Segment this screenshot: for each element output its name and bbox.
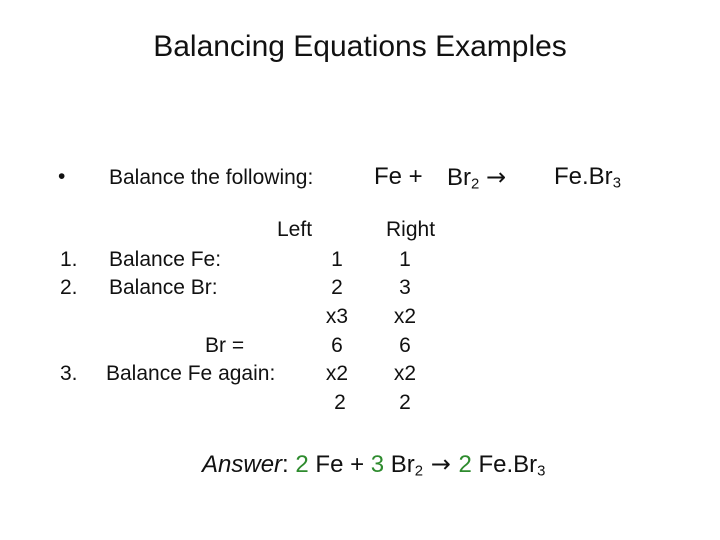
answer-arrow-icon: →	[423, 450, 459, 478]
step-label: Balance Fe again:	[106, 362, 276, 385]
left-column-header: Left	[277, 218, 313, 241]
answer-product: Fe.Br	[471, 451, 538, 478]
left-value: 2	[334, 391, 346, 414]
equation-br-symbol: Br	[447, 164, 471, 191]
bullet: •	[58, 165, 66, 188]
step-label: Balance Fe:	[109, 248, 222, 271]
slide-title: Balancing Equations Examples	[153, 30, 567, 63]
equation-product-symbol: Fe.Br	[554, 163, 613, 190]
step-number: 1.	[60, 248, 78, 271]
coefficient-fe: 2	[295, 451, 309, 478]
right-value: x2	[393, 305, 417, 328]
answer-br-subscript: 2	[414, 463, 424, 480]
equation-product	[554, 163, 621, 191]
left-value: 1	[331, 248, 343, 271]
step-label: Balance Br:	[109, 276, 218, 299]
equation-reactant-fe: Fe +	[374, 163, 423, 190]
right-value: 3	[399, 276, 411, 299]
coefficient-br: 3	[370, 451, 385, 478]
right-value: 1	[399, 248, 411, 271]
equation-reactant-br	[447, 163, 506, 192]
answer-line	[202, 450, 545, 479]
right-value: 2	[399, 391, 411, 414]
right-value: 6	[399, 334, 411, 357]
answer-colon: :	[282, 451, 289, 478]
left-value: 6	[331, 334, 343, 357]
left-value: x3	[325, 305, 349, 328]
answer-br: Br	[384, 451, 415, 478]
answer-label: Answer	[202, 451, 283, 478]
answer-product-subscript: 3	[537, 463, 546, 480]
coefficient-product: 2	[458, 451, 472, 478]
equation-product-subscript: 3	[612, 175, 621, 192]
step-number: 3.	[60, 362, 78, 385]
right-column-header: Right	[386, 218, 436, 241]
left-value: x2	[325, 362, 349, 385]
left-value: 2	[331, 276, 343, 299]
arrow-icon: →	[485, 163, 507, 191]
prompt-text: Balance the following:	[109, 166, 314, 189]
right-value: x2	[393, 362, 417, 385]
step-label: Br =	[205, 334, 245, 357]
step-number: 2.	[60, 276, 78, 299]
answer-fe: Fe +	[308, 451, 371, 478]
equation-br-subscript: 2	[471, 176, 480, 193]
